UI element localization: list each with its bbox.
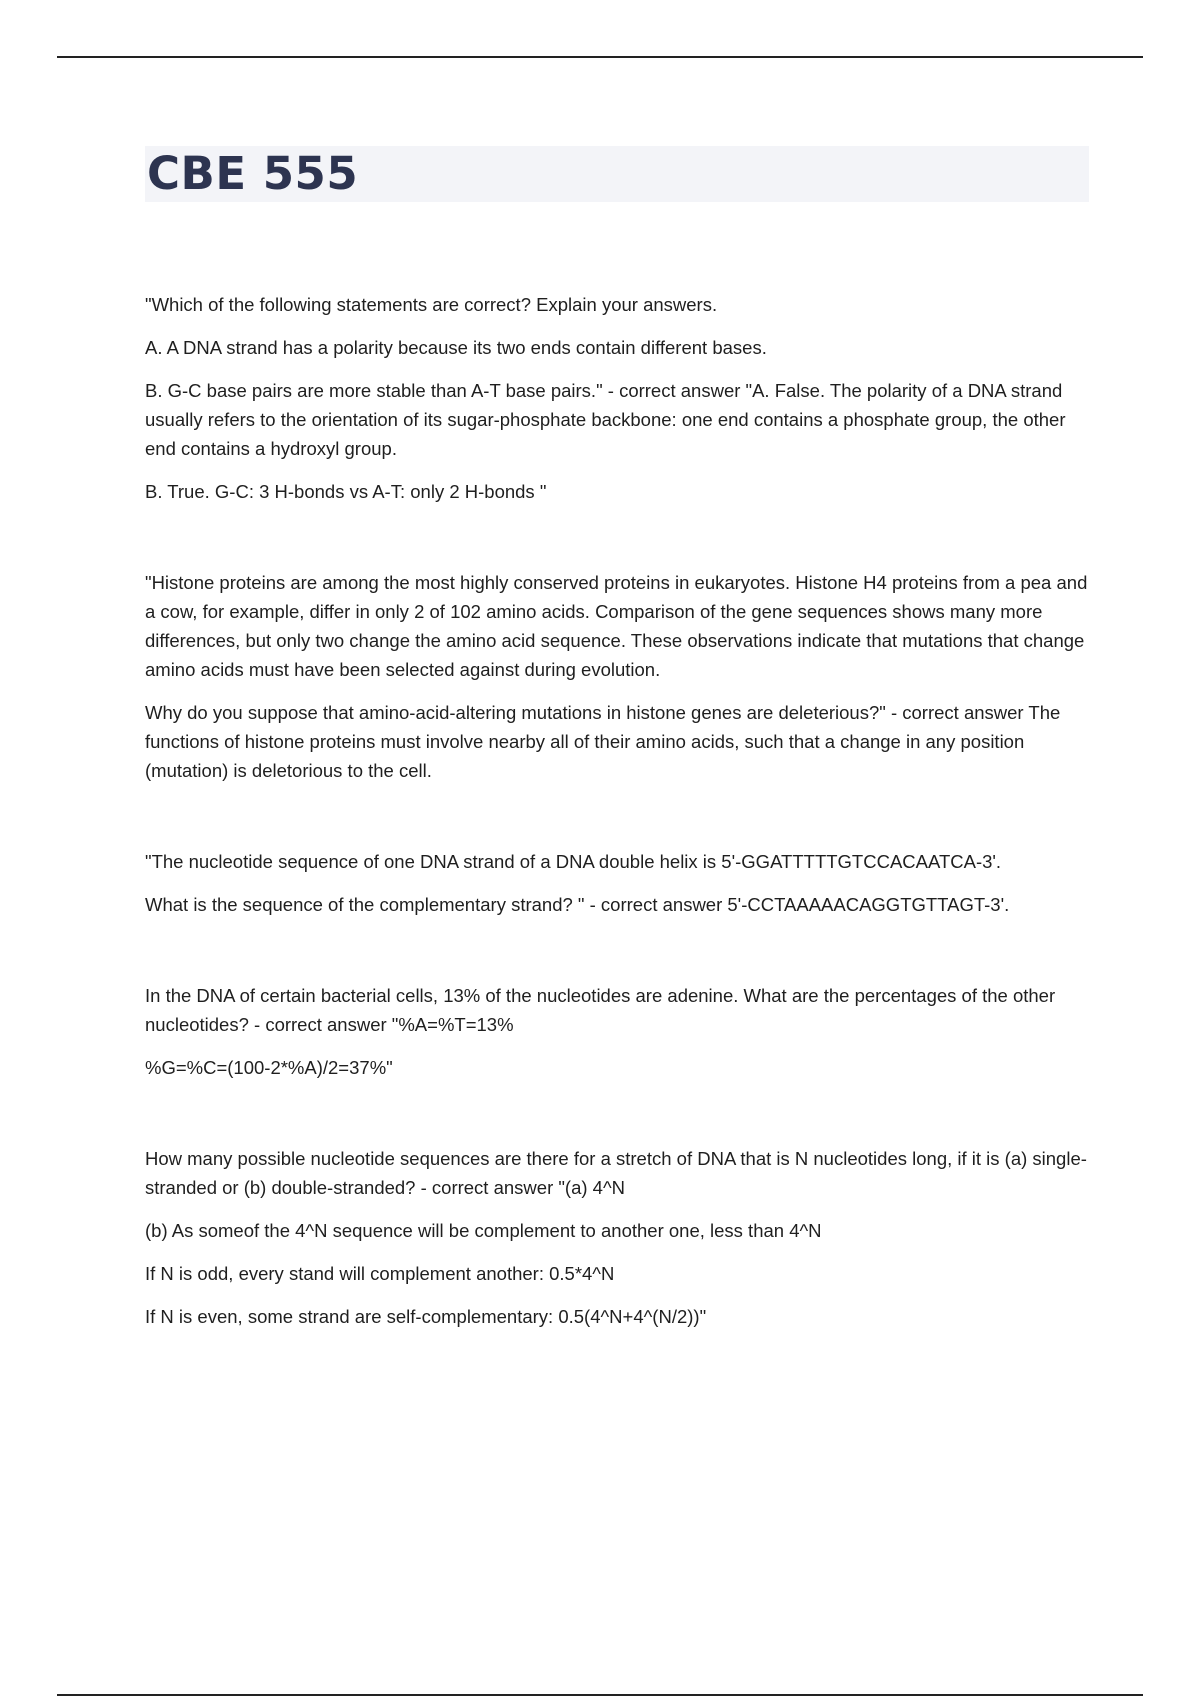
paragraph: (b) As someof the 4^N sequence will be complement to another one, less than 4^N (145, 1220, 822, 1241)
qa-entry (145, 568, 1095, 785)
qa-entry (145, 1144, 1095, 1331)
paragraph: B. True. G-C: 3 H-bonds vs A-T: only 2 H-bonds " (145, 481, 547, 502)
qa-entry (145, 981, 1095, 1082)
document-title: CBE 555 (147, 147, 359, 200)
qa-entry (145, 847, 1095, 919)
document-body (145, 290, 1095, 1393)
paragraph: What is the sequence of the complementary strand? " - correct answer 5'-CCTAAAAACAGGTGTTAGT-3'. (145, 894, 1010, 915)
bottom-divider (57, 1694, 1143, 1696)
paragraph: Why do you suppose that amino-acid-altering mutations in histone genes are deleterious?" - correct answer The functions of histone proteins must involve nearby all of their amino acids, such that a change in any position (mutation) is deletorious to the cell. (145, 702, 1061, 781)
paragraph: If N is odd, every stand will complement another: 0.5*4^N (145, 1263, 615, 1284)
top-divider (57, 56, 1143, 58)
paragraph: B. G-C base pairs are more stable than A-T base pairs." - correct answer "A. False. The polarity of a DNA strand usually refers to the orientation of its sugar-phosphate backbone: one end contains a phosphate group, the other end contains a hydroxyl group. (145, 380, 1066, 459)
paragraph: "The nucleotide sequence of one DNA strand of a DNA double helix is 5'-GGATTTTTGTCCACAATCA-3'. (145, 851, 1002, 872)
paragraph: "Histone proteins are among the most highly conserved proteins in eukaryotes. Histone H4 proteins from a pea and a cow, for example, differ in only 2 of 102 amino acids. Comparison of the gene sequences shows many more differences, but only two change the amino acid sequence. These observations indicate that mutations that change amino acids must have been selected against during evolution. (145, 572, 1088, 680)
paragraph: In the DNA of certain bacterial cells, 13% of the nucleotides are adenine. What are the percentages of the other nucleotides? - correct answer "%A=%T=13% (145, 985, 1056, 1035)
paragraph: "Which of the following statements are correct? Explain your answers. (145, 294, 718, 315)
qa-entry (145, 290, 1095, 506)
paragraph: %G=%C=(100-2*%A)/2=37%" (145, 1057, 393, 1078)
paragraph: If N is even, some strand are self-complementary: 0.5(4^N+4^(N/2))" (145, 1306, 707, 1327)
paragraph: A. A DNA strand has a polarity because its two ends contain different bases. (145, 337, 767, 358)
paragraph: How many possible nucleotide sequences are there for a stretch of DNA that is N nucleotides long, if it is (a) single- stranded or (b) double-stranded? - correct answer "(a) 4^N (145, 1148, 1087, 1198)
title-banner (145, 146, 1089, 202)
